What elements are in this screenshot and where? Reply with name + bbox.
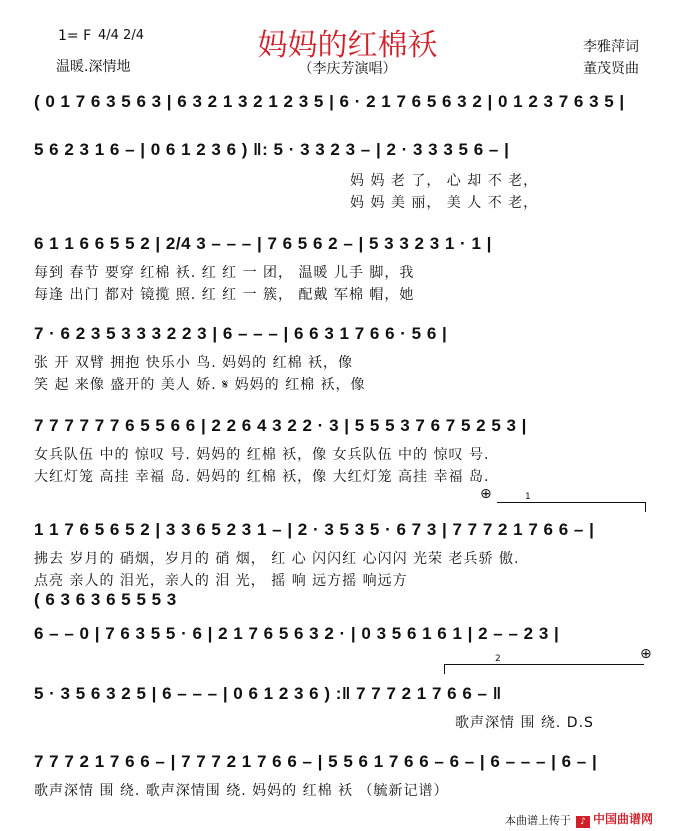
score-row-5: 7 7 7 7 7 7 6 5 5 6 6 | 2 2 6 4 3 2 2 · 3 | 5 5 5 3 7 6 7 5 2 5 3 |: [34, 416, 527, 435]
lyric-row-5-verse-2: 大红灯笼 高挂 幸福 岛. 妈妈的 红棉 袄，像 大红灯笼 高挂 幸福 岛.: [34, 469, 490, 485]
lyric-row-4-verse-2: 笑 起 来像 盛开的 美人 娇. 𝄋 妈妈的 红棉 袄，像: [34, 377, 366, 393]
upload-text: 本曲谱上传于: [505, 814, 571, 827]
score-row-4: 7 · 6 2 3 5 3 3 3 2 2 3 | 6 – – – | 6 6 3 1 7 6 6 · 5 6 |: [34, 324, 448, 343]
lyric-row-2-verse-1: 妈 妈 老 了， 心 却 不 老，: [350, 173, 539, 189]
score-row-3: 6 1 1 6 6 5 5 2 | 2/4 3 – – – | 7 6 5 6 2 – | 5 3 3 2 3 1 · 1 |: [34, 234, 492, 253]
site-name: 中国曲谱网: [593, 812, 654, 826]
score-row-8: 6 – – 0 | 7 6 3 5 5 · 6 | 2 1 7 6 5 6 3 2 · | 0 3 5 6 1 6 1 | 2 – – 2 3 |: [34, 624, 560, 643]
lyric-row-2-verse-2: 妈 妈 美 丽， 美 人 不 老，: [350, 195, 539, 211]
singer-credit: （李庆芳演唱）: [298, 61, 397, 77]
time-signature: 4/4 2/4: [98, 28, 144, 43]
volta-2-number: 2: [495, 654, 501, 664]
lyric-row-10: 歌声深情 围 绕. 歌声深情围 绕. 妈妈的 红棉 袄 （毓新记谱）: [34, 783, 449, 799]
volta-1-number: 1: [525, 492, 531, 502]
score-row-2: 5 6 2 3 1 6 – | 0 6 1 2 3 6 ) ‖: 5 · 3 3 2 3 – | 2 · 3 3 3 5 6 – |: [34, 140, 510, 159]
coda-mark-1: ⊕: [480, 486, 492, 502]
volta-2-line: [444, 664, 644, 665]
volta-2-start: [444, 664, 445, 674]
lyricist-credit: 李雅萍词: [583, 39, 639, 55]
site-logo-icon: ♪: [576, 816, 590, 828]
lyric-row-3-verse-1: 每到 春节 要穿 红棉 袄. 红 红 一 团， 温暖 儿手 脚，我: [34, 265, 415, 281]
score-row-10: 7 7 7 2 1 7 6 6 – | 7 7 7 2 1 7 6 6 – | 5 5 6 1 7 6 6 – 6 – | 6 – – – | 6 – |: [34, 752, 598, 771]
coda-mark-2: ⊕: [640, 646, 652, 662]
composer-credit: 董茂贤曲: [583, 61, 639, 77]
lyric-row-3-verse-2: 每逢 出门 都对 镜揽 照. 红 红 一 簇， 配戴 军棉 帽，她: [34, 287, 415, 303]
lyric-row-4-verse-1: 张 开 双臂 拥抱 快乐小 鸟. 妈妈的 红棉 袄，像: [34, 355, 354, 371]
song-title: 妈妈的红棉袄: [257, 28, 438, 63]
volta-1-end: [645, 502, 646, 512]
score-row-1: ( 0 1 7 6 3 5 6 3 | 6 3 2 1 3 2 1 2 3 5 | 6 · 2 1 7 6 5 6 3 2 | 0 1 2 3 7 6 3 5 |: [34, 92, 625, 111]
lyric-row-5-verse-1: 女兵队伍 中的 惊叹 号. 妈妈的 红棉 袄，像 女兵队伍 中的 惊叹 号.: [34, 447, 490, 463]
lyric-row-6-verse-1: 拂去 岁月的 硝烟，岁月的 硝 烟， 红 心 闪闪红 心闪闪 光荣 老兵骄 傲.: [34, 551, 520, 567]
score-row-7: ( 6 3 6 3 6 5 5 5 3: [34, 590, 177, 609]
score-row-9: 5 · 3 5 6 3 2 5 | 6 – – – | 0 6 1 2 3 6 ) :‖ 7 7 7 2 1 7 6 6 – ‖: [34, 684, 502, 703]
site-logo: [576, 810, 653, 828]
lyric-row-6-verse-2: 点亮 亲人的 泪光，亲人的 泪 光， 摇 响 远方摇 响远方: [34, 573, 408, 589]
key-signature: 1= F: [58, 28, 92, 44]
expression-marking: 温暖.深情地: [56, 59, 131, 75]
volta-1-line: [497, 502, 645, 503]
lyric-row-9: 歌声深情 围 绕. D.S: [455, 715, 594, 731]
score-row-6: 1 1 7 6 5 6 5 2 | 3 3 6 5 2 3 1 – | 2 · 3 5 3 5 · 6 7 3 | 7 7 7 2 1 7 6 6 – |: [34, 520, 595, 539]
